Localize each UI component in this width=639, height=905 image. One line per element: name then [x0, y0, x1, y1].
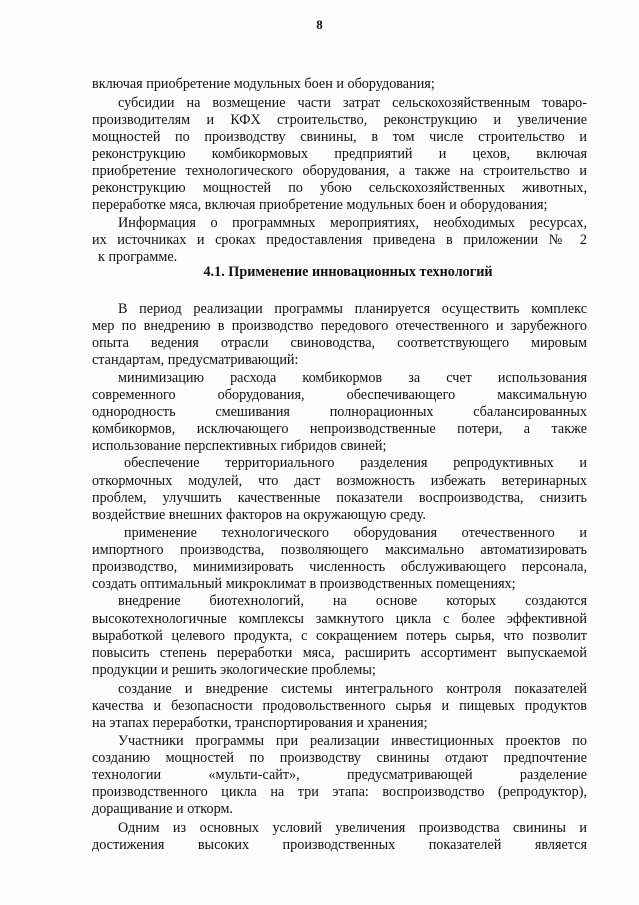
text-line: воздействие внешних факторов на окружающую среду. [92, 507, 426, 523]
text-line: современного оборудования, обеспечивающего максимальную [92, 387, 587, 403]
text-line: стандартам, предусматривающий: [92, 352, 299, 368]
text-line: Участники программы при реализации инвестиционных проектов по [118, 733, 587, 749]
text-line: включая приобретение модульных боен и оборудования; [92, 76, 435, 92]
text-line: реконструкцию мощностей по убою сельскохозяйственных животных, [92, 180, 587, 196]
text-line: внедрение биотехнологий, на основе которых создаются [118, 593, 587, 609]
text-line: к программе. [98, 249, 178, 265]
text-line: откормочных модулей, что даст возможность избежать ветеринарных [92, 473, 587, 489]
text-line: производство, минимизировать численность обслуживающего персонала, [92, 559, 587, 575]
text-line: качества и безопасности продовольственного сырья и пищевых продуктов [92, 698, 587, 714]
text-line: создание и внедрение системы интегрального контроля показателей [118, 681, 587, 697]
text-line: приобретение технологического оборудования, а также на строительство и [92, 163, 587, 179]
text-line: опыта ведения отрасли свиноводства, соответствующего мировым [92, 335, 587, 351]
section-heading: 4.1. Применение инновационных технологий [203, 264, 493, 280]
text-line: достижения высоких производственных показателей является [92, 837, 587, 853]
text-line: повысить степень переработки мяса, расширить ассортимент выпускаемой [92, 645, 587, 661]
text-line: мощностей по производству свинины, в том числе строительство и [92, 129, 587, 145]
text-line: технологии «мульти-сайт», предусматривающей разделение [92, 767, 587, 783]
text-line: производителям и КФХ строительство, реконструкцию и увеличение [92, 112, 587, 128]
text-line: проблем, улучшить качественные показатели воспроизводства, снизить [92, 490, 587, 506]
text-line: высокотехнологичные комплексы замкнутого цикла с более эффективной [92, 611, 587, 627]
text-line: продукции и решить экологические проблемы; [92, 662, 376, 678]
text-line: их источниках и сроках предоставления приведена в приложении № 2 [92, 232, 587, 248]
text-line: использование перспективных гибридов свиней; [92, 438, 387, 454]
text-line: однородность смешивания полнорационных сбалансированных [92, 404, 587, 420]
page-number: 8 [316, 17, 323, 32]
text-line: на этапах переработки, транспортирования и хранения; [92, 715, 428, 731]
text-line: создать оптимальный микроклимат в производственных помещениях; [92, 576, 516, 592]
text-line: Одним из основных условий увеличения производства свинины и [118, 820, 587, 836]
text-line: доращивание и откорм. [92, 801, 233, 817]
text-line: минимизацию расхода комбикормов за счет использования [118, 370, 587, 386]
text-line: реконструкцию комбикормовых предприятий и цехов, включая [92, 146, 587, 162]
text-line: производственного цикла на три этапа: воспроизводство (репродуктор), [92, 784, 587, 800]
text-line: созданию мощностей по производству свинины отдают предпочтение [92, 750, 587, 766]
text-line: мер по внедрению в производство передового отечественного и зарубежного [92, 318, 587, 334]
text-line: импортного производства, позволяющего максимально автоматизировать [92, 542, 587, 558]
text-line: Информация о программных мероприятиях, необходимых ресурсах, [118, 215, 587, 231]
text-line: В период реализации программы планируется осуществить комплекс [118, 301, 587, 317]
text-line: субсидии на возмещение части затрат сельскохозяйственным товаро- [118, 95, 587, 111]
text-line: переработке мяса, включая приобретение модульных боен и оборудования; [92, 197, 548, 213]
text-line: применение технологического оборудования отечественного и [124, 525, 587, 541]
text-line: обеспечение территориального разделения репродуктивных и [124, 455, 587, 471]
text-line: выработкой целевого продукта, с сокращением потерь сырья, что позволит [92, 628, 587, 644]
text-line: комбикормов, исключающего непроизводственные потери, а также [92, 421, 587, 437]
